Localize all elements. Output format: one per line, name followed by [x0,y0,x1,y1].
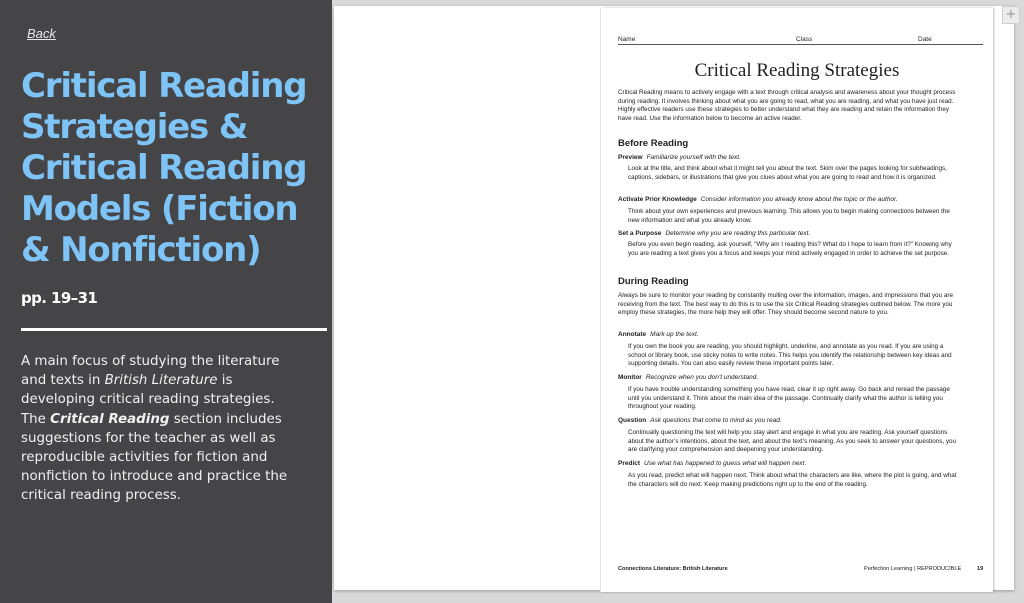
before-reading-heading: Before Reading [618,138,689,149]
strategy-heading: Question Ask questions that come to mind as you read. [618,417,782,424]
footer-book: Connections Literature: British Literature [618,566,728,572]
page-range: pp. 19–31 [21,289,98,307]
document-page [601,8,993,592]
sidebar [0,0,332,603]
class-label: Class [796,36,813,43]
description-text-3: section includes suggestions for the teacher as well as reproducible activities for fiction and nonfiction to introduce and practice the critical reading process. [21,411,288,504]
footer-page-number: 19 [977,566,984,572]
strategy-heading: Preview Familiarize yourself with the text. [618,154,741,161]
strategy-text: Before you even begin reading, ask yourself, “Why am I reading this? What do I hope to learn from it?” Knowing why you are reading a text gives you a focus and keeps your mind actively engaged in order to achieve the set purpose. [628,241,952,257]
description-text-2: is developing critical reading strategies. The [21,373,275,427]
strategy-text: If you have trouble understanding something you have read, clear it up right away. Go back and reread the passage until you understand it. Think about the main idea of the passage. Continually clarify what the author is telling you throughout your reading. [628,386,950,411]
strategy-text: If you own the book you are reading, you should highlight, underline, and annotate as you read. If you are using a school or library book, use sticky notes to write notes. This helps you identify the relationship between key ideas and supporting details. You can also easily review these important points later. [628,343,952,368]
footer-publisher: Perfection Learning | REPRODUCIBLE [864,566,962,572]
strategy-heading: Activate Prior Knowledge Consider information you already know about the topic or the author. [618,196,898,203]
during-intro: Always be sure to monitor your reading by constantly mulling over the information, images, and impressions that you are receiving from the text. The best way to do this is to use the six Critical Reading strategies outlined below. The more you employ these strategies, the more help they will offer. They should become second nature to you. [618,292,953,317]
description [21,352,301,506]
strategy-text: Look at the title, and think about what it might tell you about the text. Skim over the pages looking for subheadings, captions, sidebars, or illustrations that give you clues about what you are going to read and how it is organized. [628,165,947,181]
plus-icon[interactable]: + [1002,6,1020,24]
strategy-heading: Predict Use what has happened to guess what will happen next. [618,460,807,467]
section-title: Critical Reading Strategies & Critical Reading Models (Fiction & Nonfiction) [21,66,307,270]
strategy-text: As you read, predict what will happen next. Think about what the characters are like, where the plot is going, and what the characters will do next. Keep making predictions right up to the end of the reading. [628,472,957,488]
document-title: Critical Reading Strategies [694,60,900,81]
back-link[interactable]: Back [27,26,56,41]
book-title: British Literature [104,373,218,389]
name-label: Name [618,36,636,43]
strategy-heading: Annotate Mark up the text. [618,331,699,338]
during-reading-heading: During Reading [618,276,689,287]
header-rule [618,44,983,45]
intro-paragraph: Critical Reading means to actively engage with a text through critical analysis and awareness about your thought process during reading. It involves thinking about what you are going to read, what you are reading, and what you have just read. Highly effective readers use these strategies to better understand what they are reading and retain the information they have read. Use the information below to become an active reader. [618,89,956,122]
section-name: Critical Reading [50,411,170,427]
divider [21,328,327,331]
strategy-heading: Set a Purpose Determine why you are reading this particular text. [618,230,811,237]
strategy-text: Continually questioning the text will help you stay alert and engage in what you are reading. Ask yourself questions about the author’s intentions, about the text, and about the text’s meaning. As you seek to answer your questions, you are clarifying your comprehension and deepening your understanding. [628,429,957,454]
date-label: Date [918,36,932,43]
strategy-text: Think about your own experiences and previous learning. This allows you to begin making connections between the new information and what you already know. [628,208,950,224]
description-text-1: A main focus of studying the literature and texts in [21,354,280,389]
strategy-heading: Monitor Recognize when you don’t understand. [618,374,759,381]
